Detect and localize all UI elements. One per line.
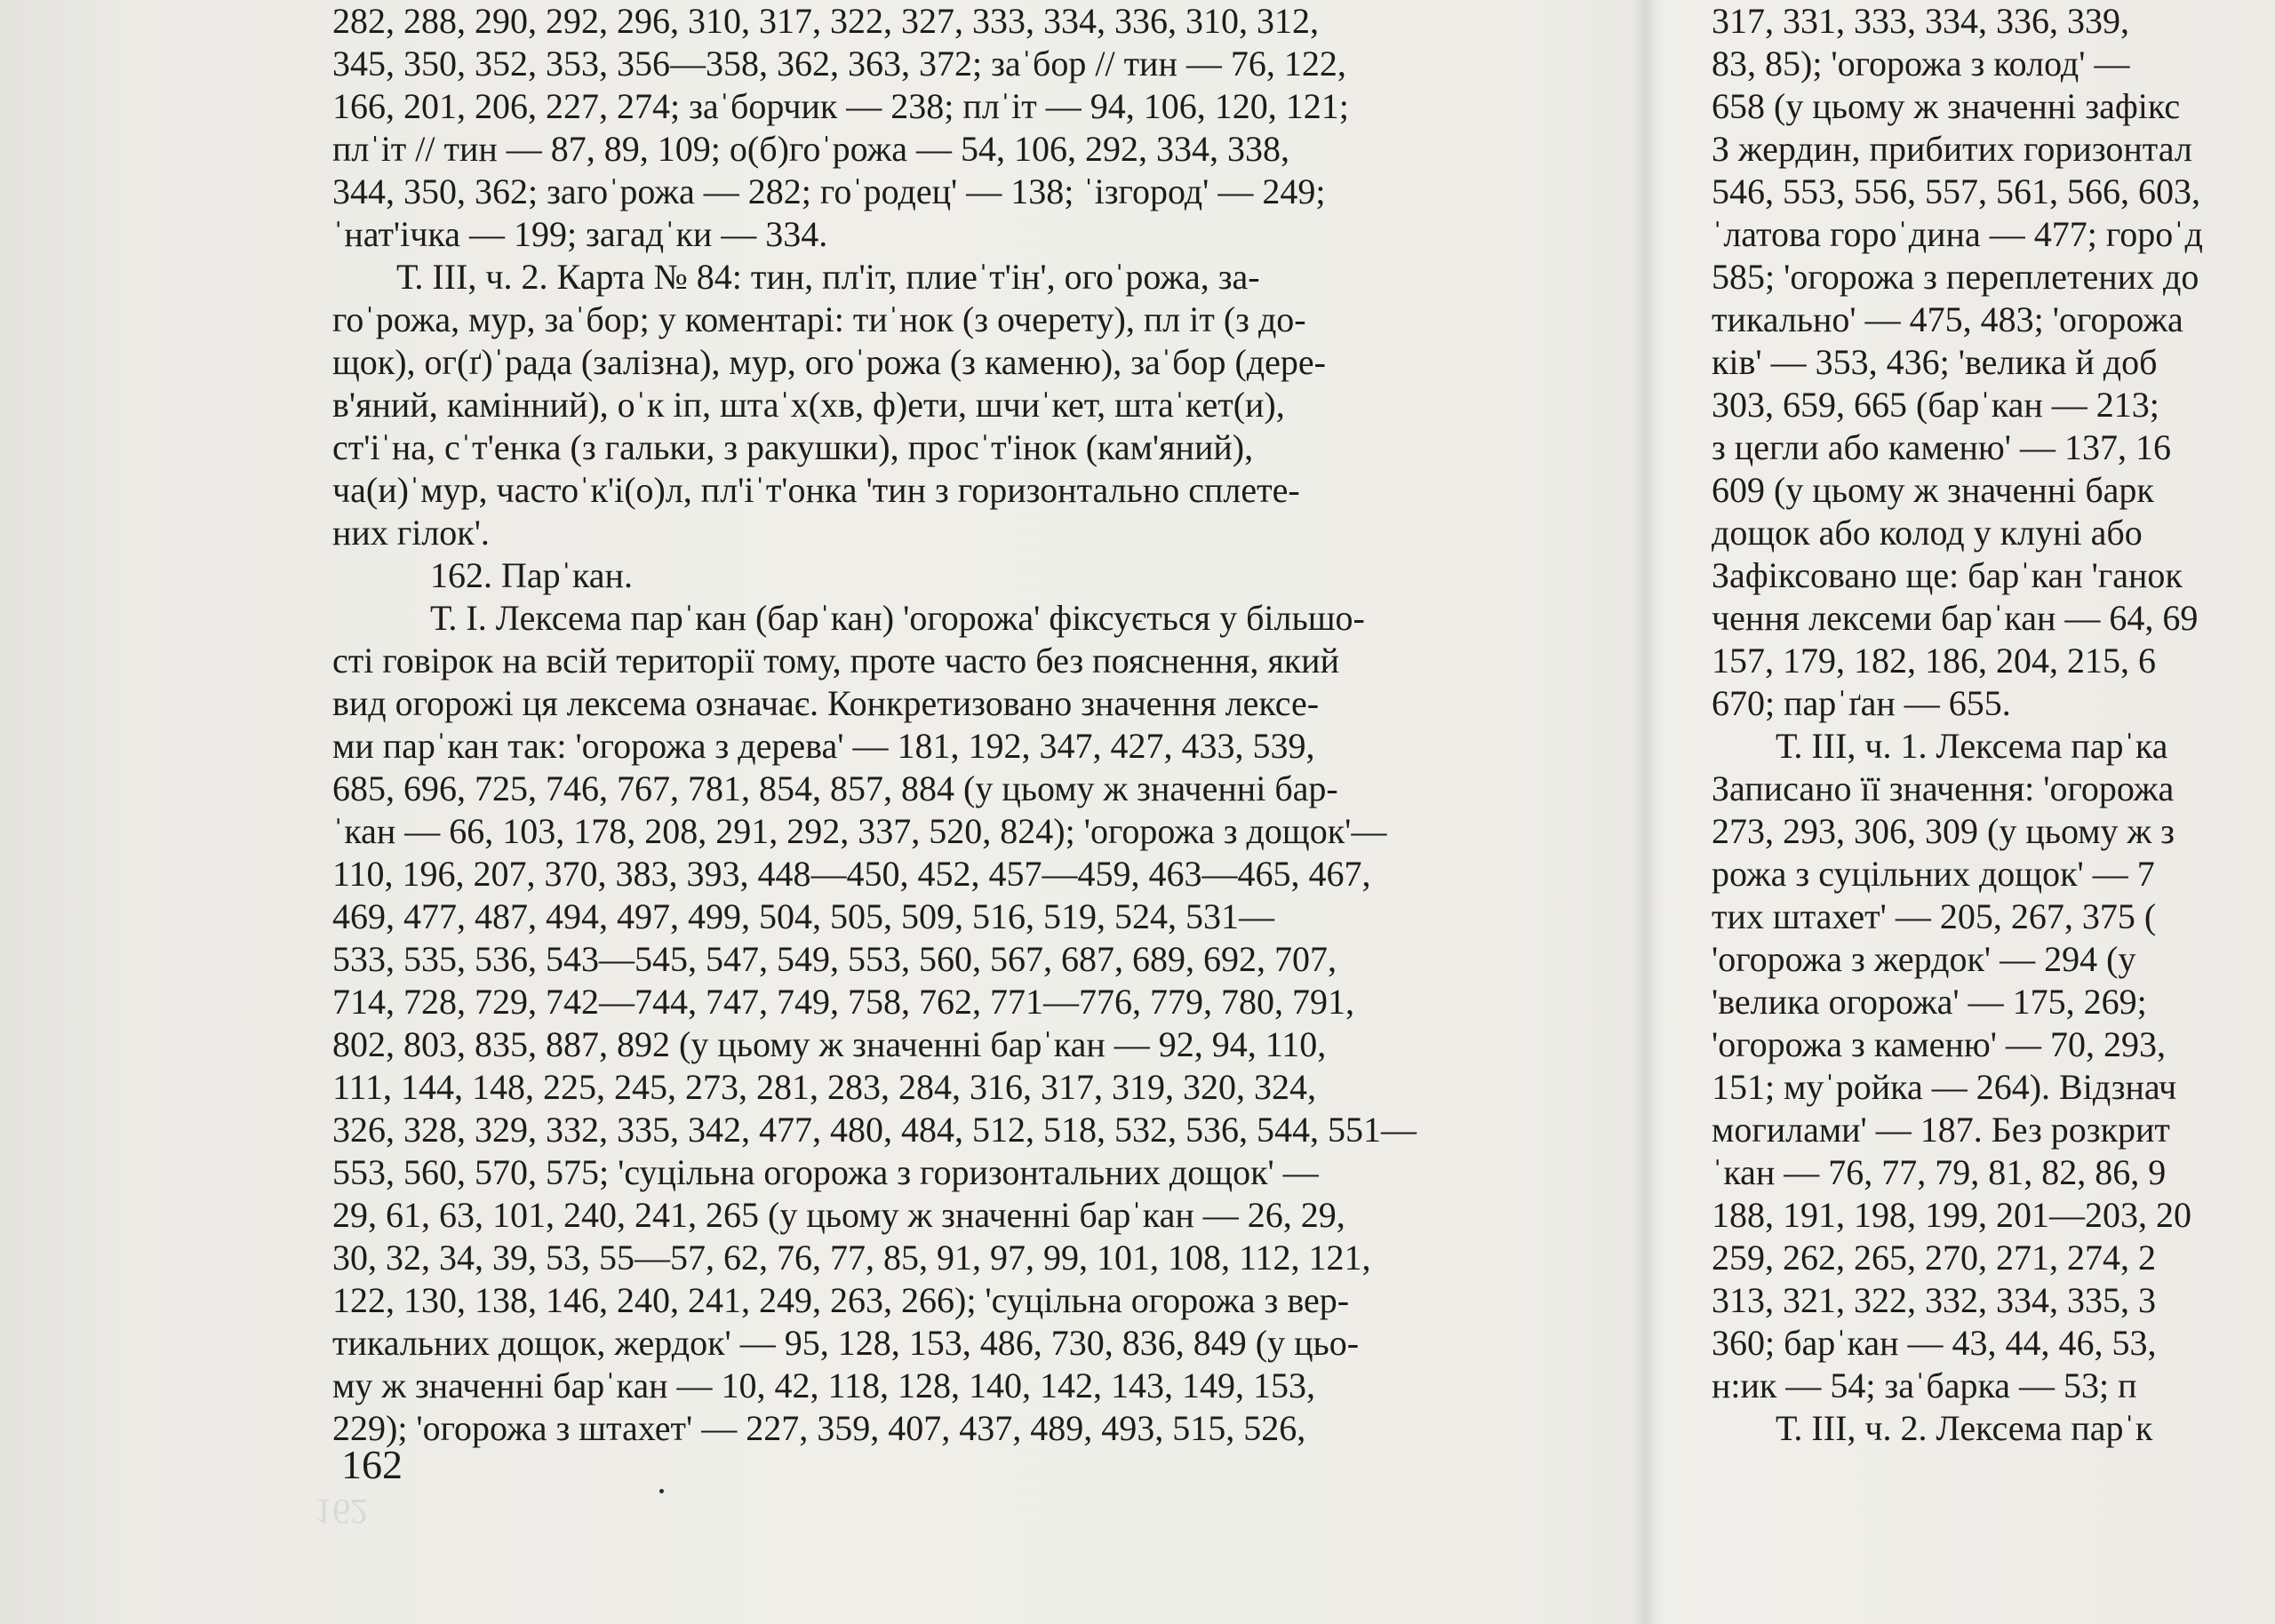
- text-line: 29, 61, 63, 101, 240, 241, 265 (у цьому ж значенні барˈкан — 26, 29,: [332, 1195, 1345, 1235]
- text-line: 326, 328, 329, 332, 335, 342, 477, 480, 484, 512, 518, 532, 536, 544, 551—: [332, 1110, 1417, 1150]
- text-line: 313, 321, 322, 332, 334, 335, 3: [1712, 1280, 2156, 1320]
- right-text-column: [1712, 0, 2275, 1450]
- text-line: 685, 696, 725, 746, 767, 781, 854, 857, 884 (у цьому ж значенні бар-: [332, 768, 1338, 808]
- text-line: Т. І. Лексема парˈкан (барˈкан) 'огорожа' фіксується у більшо-: [430, 598, 1365, 638]
- text-line: чення лексеми барˈкан — 64, 69: [1712, 598, 2199, 638]
- text-line: тикально' — 475, 483; 'огорожа: [1712, 299, 2183, 339]
- text-line: 546, 553, 556, 557, 561, 566, 603,: [1712, 171, 2200, 211]
- text-line: 345, 350, 352, 353, 356—358, 362, 363, 372; заˈбор // тин — 76, 122,: [332, 44, 1346, 84]
- text-line: Т. III, ч. 2. Лексема парˈк: [1776, 1408, 2153, 1448]
- text-line: 166, 201, 206, 227, 274; заˈборчик — 238; плˈіт — 94, 106, 120, 121;: [332, 86, 1349, 126]
- text-line: сті говірок на всій території тому, проте часто без пояснення, який: [332, 641, 1339, 681]
- text-line: плˈіт // тин — 87, 89, 109; о(б)гоˈрожа — 54, 106, 292, 334, 338,: [332, 129, 1290, 169]
- text-line: 344, 350, 362; загоˈрожа — 282; гоˈродец' — 138; ˈізгород' — 249;: [332, 171, 1326, 211]
- text-line: 469, 477, 487, 494, 497, 499, 504, 505, 509, 516, 519, 524, 531—: [332, 896, 1274, 936]
- ink-speck: [659, 1489, 664, 1493]
- text-line: тих штахет' — 205, 267, 375 (: [1712, 896, 2157, 936]
- text-line: в'яний, камінний), оˈк іп, штаˈх(хв, ф)ети, шчиˈкет, штаˈкет(и),: [332, 385, 1285, 425]
- text-line: 111, 144, 148, 225, 245, 273, 281, 283, 284, 316, 317, 319, 320, 324,: [332, 1067, 1317, 1107]
- text-line: н:ик — 54; заˈбарка — 53; п: [1712, 1365, 2137, 1405]
- text-line: ˈкан — 76, 77, 79, 81, 82, 86, 9: [1712, 1152, 2167, 1192]
- text-line: вид огорожі ця лексема означає. Конкретизовано значення лексе-: [332, 683, 1320, 723]
- text-line: 714, 728, 729, 742—744, 747, 749, 758, 762, 771—776, 779, 780, 791,: [332, 982, 1354, 1022]
- text-line: 151; муˈройка — 264). Відзнач: [1712, 1067, 2177, 1107]
- text-line: дощок або колод у клуні або: [1712, 513, 2143, 553]
- page-number: 162: [341, 1442, 403, 1487]
- text-line: 585; 'огорожа з переплетених до: [1712, 257, 2199, 297]
- text-line: могилами' — 187. Без розкрит: [1712, 1110, 2170, 1150]
- text-line: 'велика огорожа' — 175, 269;: [1712, 982, 2147, 1022]
- text-line: 122, 130, 138, 146, 240, 241, 249, 263, 266); 'суцільна огорожа з вер-: [332, 1280, 1350, 1320]
- text-line: ків' — 353, 436; 'велика й доб: [1712, 342, 2158, 382]
- text-line: ст'іˈна, сˈт'енка (з гальки, з ракушки), просˈт'інок (кам'яний),: [332, 427, 1254, 467]
- text-line: 360; барˈкан — 43, 44, 46, 53,: [1712, 1323, 2157, 1363]
- text-line: 188, 191, 198, 199, 201—203, 20: [1712, 1195, 2191, 1235]
- text-line: 229); 'огорожа з штахет' — 227, 359, 407, 437, 489, 493, 515, 526,: [332, 1408, 1306, 1448]
- text-line: 'огорожа з жердок' — 294 (у: [1712, 939, 2136, 979]
- text-line: тикальних дощок, жердок' — 95, 128, 153, 486, 730, 836, 849 (у цьо-: [332, 1323, 1360, 1363]
- text-line: 273, 293, 306, 309 (у цьому ж з: [1712, 811, 2175, 851]
- text-line: 609 (у цьому ж значенні барк: [1712, 470, 2154, 510]
- book-spine-gutter: [1633, 0, 1658, 1624]
- text-line: ˈлатова гороˈдина — 477; гороˈд: [1712, 214, 2203, 254]
- text-line: з цегли або каменю' — 137, 16: [1712, 427, 2171, 467]
- text-line: щок), ог(ґ)ˈрада (залізна), мур, огоˈрожа (з каменю), заˈбор (дере-: [332, 342, 1326, 382]
- text-line: них гілок'.: [332, 513, 490, 553]
- text-line: 533, 535, 536, 543—545, 547, 549, 553, 560, 567, 687, 689, 692, 707,: [332, 939, 1337, 979]
- text-line: 282, 288, 290, 292, 296, 310, 317, 322, 327, 333, 334, 336, 310, 312,: [332, 1, 1319, 41]
- bleed-through-page-number: 162: [315, 1492, 368, 1532]
- text-line: 802, 803, 835, 887, 892 (у цьому ж значенні барˈкан — 92, 94, 110,: [332, 1024, 1327, 1064]
- text-line: ˈнат'ічка — 199; загадˈки — 334.: [332, 214, 828, 254]
- text-line: 30, 32, 34, 39, 53, 55—57, 62, 76, 77, 85, 91, 97, 99, 101, 108, 112, 121,: [332, 1238, 1371, 1278]
- text-line: 303, 659, 665 (барˈкан — 213;: [1712, 385, 2159, 425]
- section-heading: 162. Парˈкан.: [430, 555, 633, 595]
- text-line: 670; парˈґан — 655.: [1712, 683, 2011, 723]
- text-line: му ж значенні барˈкан — 10, 42, 118, 128, 140, 142, 143, 149, 153,: [332, 1365, 1316, 1405]
- text-line: рожа з суцільних дощок' — 7: [1712, 854, 2155, 894]
- text-line: 110, 196, 207, 370, 383, 393, 448—450, 452, 457—459, 463—465, 467,: [332, 854, 1371, 894]
- text-line: Т. III, ч. 1. Лексема парˈка: [1776, 726, 2168, 766]
- text-line: Т. III, ч. 2. Карта № 84: тин, пл'іт, плиеˈт'ін', огоˈрожа, за-: [396, 257, 1260, 297]
- text-line: 658 (у цьому ж значенні зафікс: [1712, 86, 2181, 126]
- text-line: З жердин, прибитих горизонтал: [1712, 129, 2192, 169]
- text-line: ˈкан — 66, 103, 178, 208, 291, 292, 337, 520, 824); 'огорожа з дощок'—: [332, 811, 1387, 851]
- text-line: Зафіксовано ще: барˈкан 'ганок: [1712, 555, 2183, 595]
- text-line: 317, 331, 333, 334, 336, 339,: [1712, 1, 2129, 41]
- text-line: 83, 85); 'огорожа з колод' —: [1712, 44, 2130, 84]
- text-line: 259, 262, 265, 270, 271, 274, 2: [1712, 1238, 2156, 1278]
- text-line: 553, 560, 570, 575; 'суцільна огорожа з горизонтальних дощок' —: [332, 1152, 1319, 1192]
- text-line: 'огорожа з каменю' — 70, 293,: [1712, 1024, 2166, 1064]
- left-text-column: [332, 0, 1630, 1450]
- text-line: Записано її значення: 'огорожа: [1712, 768, 2175, 808]
- text-line: ми парˈкан так: 'огорожа з дерева' — 181, 192, 347, 427, 433, 539,: [332, 726, 1315, 766]
- text-line: 157, 179, 182, 186, 204, 215, 6: [1712, 641, 2156, 681]
- text-line: ча(и)ˈмур, частоˈк'і(о)л, пл'іˈт'онка 'тин з горизонтально сплете-: [332, 470, 1300, 510]
- text-line: гоˈрожа, мур, заˈбор; у коментарі: тиˈнок (з очерету), пл іт (з до-: [332, 299, 1306, 339]
